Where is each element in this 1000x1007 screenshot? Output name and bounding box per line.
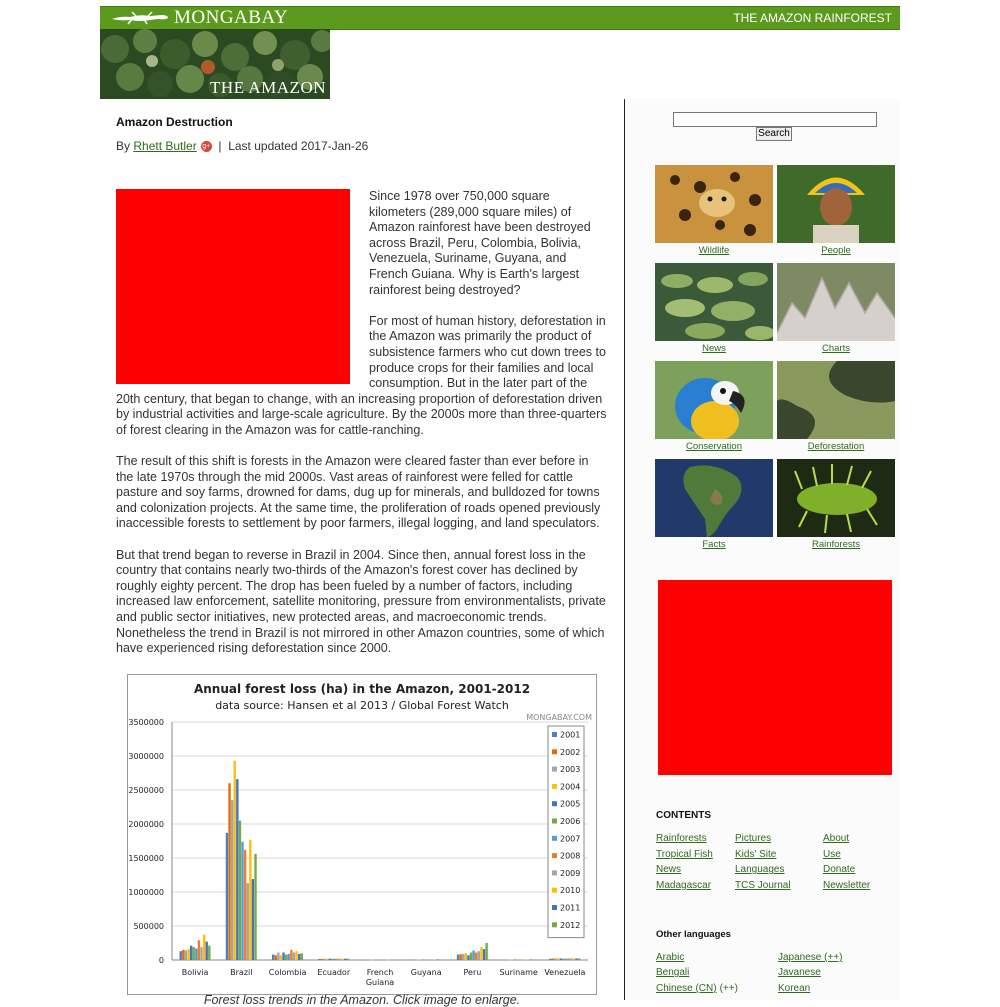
legend-label: 2002 [560, 747, 581, 757]
chart-bar [418, 960, 420, 961]
contents-link-pictures[interactable]: Pictures [735, 833, 772, 844]
tile-facts[interactable] [655, 459, 773, 550]
legend-swatch [552, 749, 557, 754]
legend-swatch [552, 767, 557, 772]
legend-label: 2006 [560, 817, 581, 826]
tile-rainforests[interactable] [777, 459, 895, 550]
other-languages-heading: Other languages [656, 929, 731, 940]
chart-bar [483, 949, 485, 960]
legend-label: 2012 [560, 920, 581, 930]
tile-label[interactable]: Conservation [686, 441, 742, 452]
chart-bar [573, 958, 575, 960]
chart-bar [570, 959, 572, 960]
legend-label: 2008 [560, 851, 581, 861]
caterpillar-image [777, 459, 895, 537]
language-link-bengali[interactable]: Bengali [656, 967, 690, 978]
chart-bar [372, 960, 374, 961]
y-tick-label: 0 [158, 956, 164, 965]
contents-link-donate[interactable]: Donate [823, 864, 856, 875]
legend-label: 2003 [560, 765, 581, 775]
language-link-korean[interactable]: Korean [778, 983, 811, 994]
chart-bar [370, 960, 372, 961]
deforestation-chart-image [777, 263, 895, 341]
x-tick-label: Venezuela [544, 968, 586, 977]
chart-bar [385, 960, 387, 961]
legend-swatch [552, 819, 557, 824]
chart-bar [462, 954, 464, 960]
article-paragraph: But that trend began to reverse in Brazil in 2004. Since then, annual forest loss in the country that contains nearly two-thirds of the Amazon's forest cover has declined by roughly eighty percent. The drop has been fueled by a number of factors, including increased law enforcement, satellite monitoring, pressure from environmentalists, private and public sector initiatives, new protected areas, and macroeconomic trends. Nonetheless the trend in Brazil is not mirrored in other Amazon countries, some of which have experienced rising deforestation since 2000. [116, 547, 606, 656]
chart-bar [236, 779, 238, 960]
chart-bar [465, 953, 467, 960]
legend-swatch [552, 801, 557, 806]
chart-bar [231, 800, 233, 960]
tile-deforestation[interactable] [777, 361, 895, 452]
chart-bar [301, 953, 303, 960]
chart-bar [575, 958, 577, 960]
chart-bar [367, 960, 369, 961]
tile-people[interactable] [777, 165, 895, 256]
chart-bar [390, 960, 392, 961]
chart-bar [206, 942, 208, 960]
chart-bar [344, 959, 346, 960]
chart-bar [331, 959, 333, 960]
chart-bar [342, 959, 344, 960]
tile-label[interactable]: Deforestation [807, 441, 865, 452]
language-link-japanese[interactable]: Japanese (++) [778, 952, 843, 963]
chart-bar [377, 960, 379, 961]
chart-bar [203, 935, 205, 960]
tile-charts[interactable] [777, 263, 895, 354]
chart-bar [513, 960, 515, 961]
x-tick-label: Guyana [410, 968, 442, 977]
chart-bar [380, 960, 382, 961]
banner-caption: THE AMAZON [210, 78, 326, 97]
chart-bar [429, 959, 431, 960]
chart-bar [393, 960, 395, 961]
x-tick-label: Suriname [499, 968, 538, 977]
y-tick-label: 1000000 [128, 888, 164, 897]
chart-bar [552, 959, 554, 960]
chart-bar [383, 960, 385, 961]
chart-bar [247, 883, 249, 960]
legend-label: 2001 [560, 730, 581, 740]
chart-bar [282, 953, 284, 960]
chart-bar [198, 940, 200, 960]
legend-swatch [552, 922, 557, 927]
chart-bar [180, 951, 182, 960]
byline-prefix: By [116, 139, 131, 153]
chart-bar [431, 959, 433, 960]
chart-bar [567, 959, 569, 960]
contents-link-about[interactable]: About [823, 833, 850, 844]
chart-bar [524, 960, 526, 961]
article-body [116, 189, 608, 672]
jaguar-image [655, 165, 773, 243]
chart-bar [439, 959, 441, 960]
contents-link-tcs-journal[interactable]: TCS Journal [735, 880, 791, 891]
chart-bar [226, 833, 228, 960]
chart-bar [554, 958, 556, 960]
legend-label: 2004 [560, 782, 581, 792]
top-nav-bar [100, 6, 900, 30]
chart-bar [375, 960, 377, 961]
chart-bar [562, 959, 564, 960]
chart-bar [336, 959, 338, 960]
chart-bar [285, 955, 287, 960]
chart-bar [421, 960, 423, 961]
main-content [100, 99, 625, 1007]
article-paragraph: The result of this shift is forests in the Amazon were cleared faster than ever before in the late 1970s through the mid 2000s. Vast areas of rainforest were felled for cattle pasture and soy farms, drowned for dams, dug up for minerals, and bulldozed for towns and colonization projects. At the same time, the proliferation of roads opened previously inaccessible forests to settlement by poor farmers, illegal logging, and land speculators. [116, 454, 601, 531]
chart-bar [388, 960, 390, 961]
chart-bar [457, 955, 459, 960]
chart-bar [503, 960, 505, 961]
chart-bar [472, 950, 474, 960]
contents-link-newsletter[interactable]: Newsletter [823, 880, 871, 891]
chart-bar [249, 840, 251, 960]
chart-bar [424, 960, 426, 961]
sidebar-advertisement[interactable] [658, 580, 892, 775]
chart-caption: Forest loss trends in the Amazon. Click image to enlarge. [203, 993, 521, 1007]
chart-bar [480, 947, 482, 960]
article-title: Amazon Destruction [116, 115, 233, 129]
chart-bar [275, 955, 277, 960]
lizard-logo-icon [110, 11, 170, 25]
legend-swatch [552, 784, 557, 789]
y-tick-label: 1500000 [128, 854, 164, 863]
language-plus-marker: (++) [719, 983, 738, 994]
south-america-satellite-image [655, 459, 773, 537]
x-tick-label: Guiana [365, 978, 395, 987]
chart-watermark: MONGABAY.COM [526, 713, 592, 722]
brand-name: MONGABAY [174, 7, 289, 28]
contents-link-languages[interactable]: Languages [735, 864, 785, 875]
chart-bar [549, 959, 551, 960]
chart-bar [519, 960, 521, 961]
chart-bar [200, 947, 202, 960]
article-paragraph: For most of human history, deforestation in the Amazon was primarily the product of subsistence farmers who cut down trees to produce crops for their families and local consumption. But in the later part of the 20th century, that began to change, with an increasing proportion of deforestation driven by industrial activities and large-scale agriculture. By the 2000s more than three-quarters of forest clearing in the Amazon was for cattle-ranching. [116, 313, 607, 437]
byline-separator: | [218, 139, 222, 153]
chart-bar [190, 946, 192, 960]
chart-bar [244, 850, 246, 960]
legend-label: 2009 [560, 868, 581, 878]
tile-label[interactable]: People [821, 245, 851, 256]
chart-bar [288, 954, 290, 960]
chart-bar [280, 955, 282, 960]
legend-swatch [552, 870, 557, 875]
chart-bar [334, 959, 336, 960]
chart-bar [241, 842, 243, 960]
x-tick-label: French [366, 968, 394, 977]
search-input[interactable] [673, 112, 877, 127]
legend-label: 2007 [560, 834, 581, 844]
chart-bar [252, 879, 254, 960]
chart-bar [208, 946, 210, 960]
contents-link-use[interactable]: Use [823, 849, 841, 860]
aerial-deforestation-image [777, 361, 895, 439]
amazon-rainforest-link[interactable]: THE AMAZON RAINFOREST [733, 11, 892, 25]
forest-loss-chart [128, 675, 596, 994]
chart-bar [560, 959, 562, 960]
y-tick-label: 3000000 [128, 752, 164, 761]
chart-bar [293, 953, 295, 960]
chart-bar [521, 960, 523, 961]
chart-bar [277, 953, 279, 960]
google-plus-icon[interactable]: g+ [202, 143, 211, 150]
chart-bar [478, 951, 480, 960]
chart-title: Annual forest loss (ha) in the Amazon, 2001-2012 [193, 682, 531, 696]
tile-news[interactable] [655, 263, 773, 354]
chart-bar [364, 960, 366, 961]
chart-bar [459, 954, 461, 960]
chart-bar [511, 960, 513, 961]
x-tick-label: Brazil [230, 968, 253, 977]
legend-swatch [552, 732, 557, 737]
contents-heading: CONTENTS [656, 810, 711, 821]
chart-bar [470, 953, 472, 960]
contents-link-rainforests[interactable]: Rainforests [656, 833, 707, 844]
chart-bar [475, 953, 477, 960]
advertisement[interactable] [116, 189, 350, 384]
chart-bar [326, 959, 328, 960]
chart-bar [318, 959, 320, 960]
y-tick-label: 3500000 [128, 718, 164, 727]
y-tick-label: 500000 [133, 922, 164, 931]
legend-swatch [552, 905, 557, 910]
legend-label: 2011 [560, 903, 581, 913]
x-tick-label: Ecuador [317, 968, 351, 977]
contents-link-madagascar[interactable]: Madagascar [656, 880, 712, 891]
chart-bar [185, 950, 187, 960]
chart-bar [272, 955, 274, 960]
language-link-chinese[interactable]: Chinese (CN) [656, 983, 717, 994]
chart-bar [529, 959, 531, 960]
article-paragraph: Since 1978 over 750,000 square kilometers (289,000 square miles) of Amazon rainforest have been destroyed across Brazil, Peru, Colombia, Bolivia, Venezuela, Suriname, Guyana, and French Guiana. Why is Earth's largest rainforest being destroyed? [369, 189, 591, 297]
chart-bar [254, 854, 256, 960]
language-link-arabic[interactable]: Arabic [656, 952, 685, 963]
legend-swatch [552, 836, 557, 841]
chart-bar [467, 955, 469, 960]
chart-bar [532, 959, 534, 960]
chart-bar [565, 959, 567, 960]
chart-bar [416, 960, 418, 961]
chart-bar [298, 954, 300, 960]
author-link[interactable]: Rhett Butler [133, 139, 197, 153]
chart-subtitle: data source: Hansen et al 2013 / Global Forest Watch [215, 699, 509, 712]
legend-label: 2010 [560, 886, 581, 896]
chart-bar [411, 960, 413, 961]
chart-bar [413, 960, 415, 961]
tile-label[interactable]: News [702, 343, 726, 354]
contents-link-kids-site[interactable]: Kids' Site [735, 849, 777, 860]
amazon-banner-image[interactable] [100, 29, 330, 99]
forest-loss-chart-link[interactable] [127, 674, 597, 995]
tile-label[interactable]: Charts [822, 343, 850, 354]
sidebar [625, 99, 900, 1000]
tile-wildlife[interactable] [655, 165, 773, 256]
contents-link-tropical-fish[interactable]: Tropical Fish [656, 849, 713, 860]
legend-label: 2005 [560, 799, 581, 809]
chart-bar [323, 959, 325, 960]
chart-bar [228, 783, 230, 960]
chart-bar [290, 950, 292, 960]
chart-bar [485, 943, 487, 960]
language-item-chinese [656, 983, 738, 994]
chart-bar [321, 959, 323, 960]
last-updated: Last updated 2017-Jan-26 [228, 139, 369, 153]
tile-label[interactable]: Wildlife [698, 245, 730, 256]
chart-bar [516, 960, 518, 961]
y-tick-label: 2500000 [128, 786, 164, 795]
chart-bar [426, 960, 428, 961]
x-tick-label: Colombia [268, 968, 307, 977]
chart-bar [193, 947, 195, 960]
macaw-image [655, 361, 773, 439]
chart-bar [434, 959, 436, 960]
chart-bar [187, 949, 189, 960]
language-link-javanese[interactable]: Javanese [778, 967, 821, 978]
brand-logo-link[interactable] [110, 7, 288, 29]
chart-bar [557, 958, 559, 960]
legend-swatch [552, 853, 557, 858]
chart-bar [339, 959, 341, 960]
search-button[interactable]: Search [756, 127, 792, 141]
indigenous-person-image [777, 165, 895, 243]
chart-bar [295, 951, 297, 960]
x-tick-label: Peru [463, 968, 482, 977]
chart-bar [506, 960, 508, 961]
chart-bar [347, 959, 349, 960]
tile-label[interactable]: Facts [702, 539, 726, 550]
x-tick-label: Bolivia [181, 968, 209, 977]
tile-label[interactable]: Rainforests [811, 539, 861, 550]
chart-bar [329, 959, 331, 960]
chart-bar [195, 948, 197, 960]
chart-bar [234, 761, 236, 960]
chart-bar [526, 959, 528, 960]
contents-link-news[interactable]: News [656, 864, 682, 875]
chart-bar [239, 821, 241, 960]
byline [116, 139, 368, 153]
chart-bar [182, 950, 184, 960]
chart-bar [578, 958, 580, 960]
water-lily-image [655, 263, 773, 341]
legend-swatch [552, 888, 557, 893]
chart-bar [508, 960, 510, 961]
y-tick-label: 2000000 [128, 820, 164, 829]
chart-bar [437, 959, 439, 960]
tile-conservation[interactable] [655, 361, 773, 452]
